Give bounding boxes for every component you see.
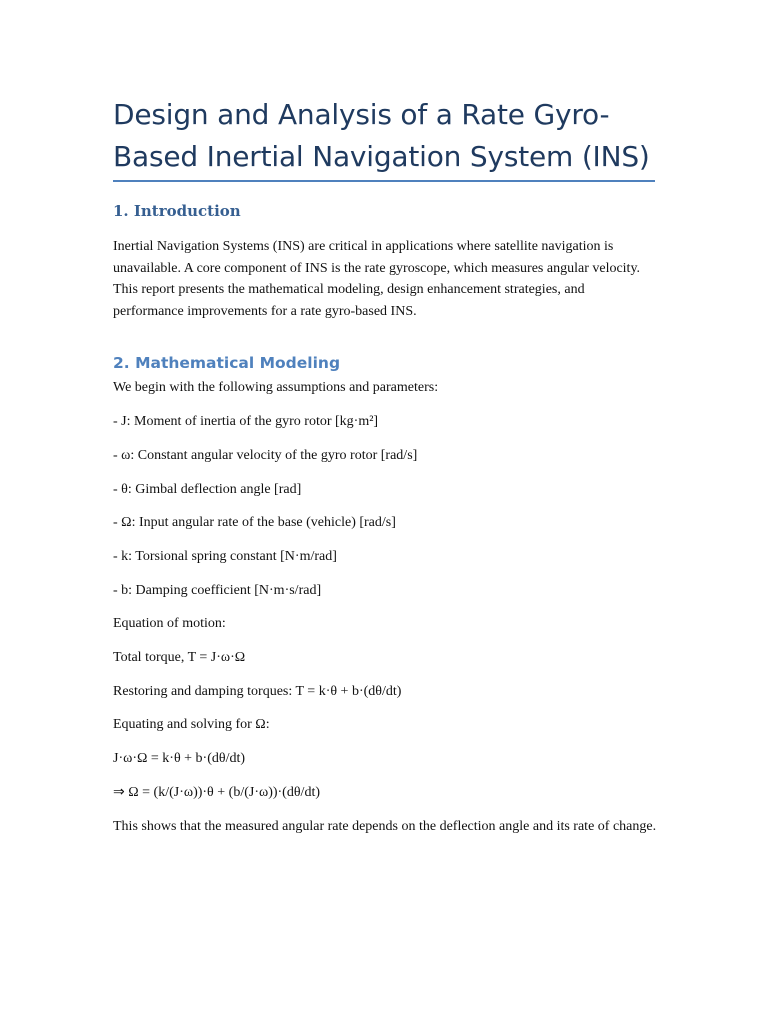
equation-line: ⇒ Ω = (k/(J·ω))·θ + (b/(J·ω))·(dθ/dt): [113, 785, 320, 800]
modeling-intro: We begin with the following assumptions and parameters:: [113, 380, 439, 395]
introduction-paragraph: Inertial Navigation Systems (INS) are critical in applications where satellite navigation is unavailable. A core component of INS is the rate gyroscope, which measures angular velocity. This report presents the mathematical modeling, design enhancement strategies, and performance improvements for a rate gyro-based INS.: [113, 239, 641, 319]
section-heading-mathematical-modeling: 2. Mathematical Modeling: [113, 354, 341, 372]
equation-line: Equating and solving for Ω:: [113, 717, 270, 732]
section-heading-introduction: 1. Introduction: [113, 202, 241, 220]
parameter-item: - ω: Constant angular velocity of the gyro rotor [rad/s]: [113, 448, 418, 463]
document-title: Design and Analysis of a Rate Gyro-Based Inertial Navigation System (INS): [113, 98, 650, 173]
equation-line: Total torque, T = J·ω·Ω: [113, 650, 246, 665]
parameter-item: - k: Torsional spring constant [N·m/rad]: [113, 549, 337, 564]
conclusion-paragraph: This shows that the measured angular rate depends on the deflection angle and its rate of change.: [113, 819, 657, 834]
equation-heading: Equation of motion:: [113, 616, 226, 631]
title-underline: [113, 180, 655, 182]
parameter-item: - θ: Gimbal deflection angle [rad]: [113, 482, 302, 497]
parameter-item: - b: Damping coefficient [N·m·s/rad]: [113, 583, 322, 598]
parameter-item: - Ω: Input angular rate of the base (vehicle) [rad/s]: [113, 515, 396, 530]
parameter-item: - J: Moment of inertia of the gyro rotor [kg·m²]: [113, 414, 379, 429]
equation-line: J·ω·Ω = k·θ + b·(dθ/dt): [113, 751, 246, 766]
equation-line: Restoring and damping torques: T = k·θ + b·(dθ/dt): [113, 684, 402, 699]
